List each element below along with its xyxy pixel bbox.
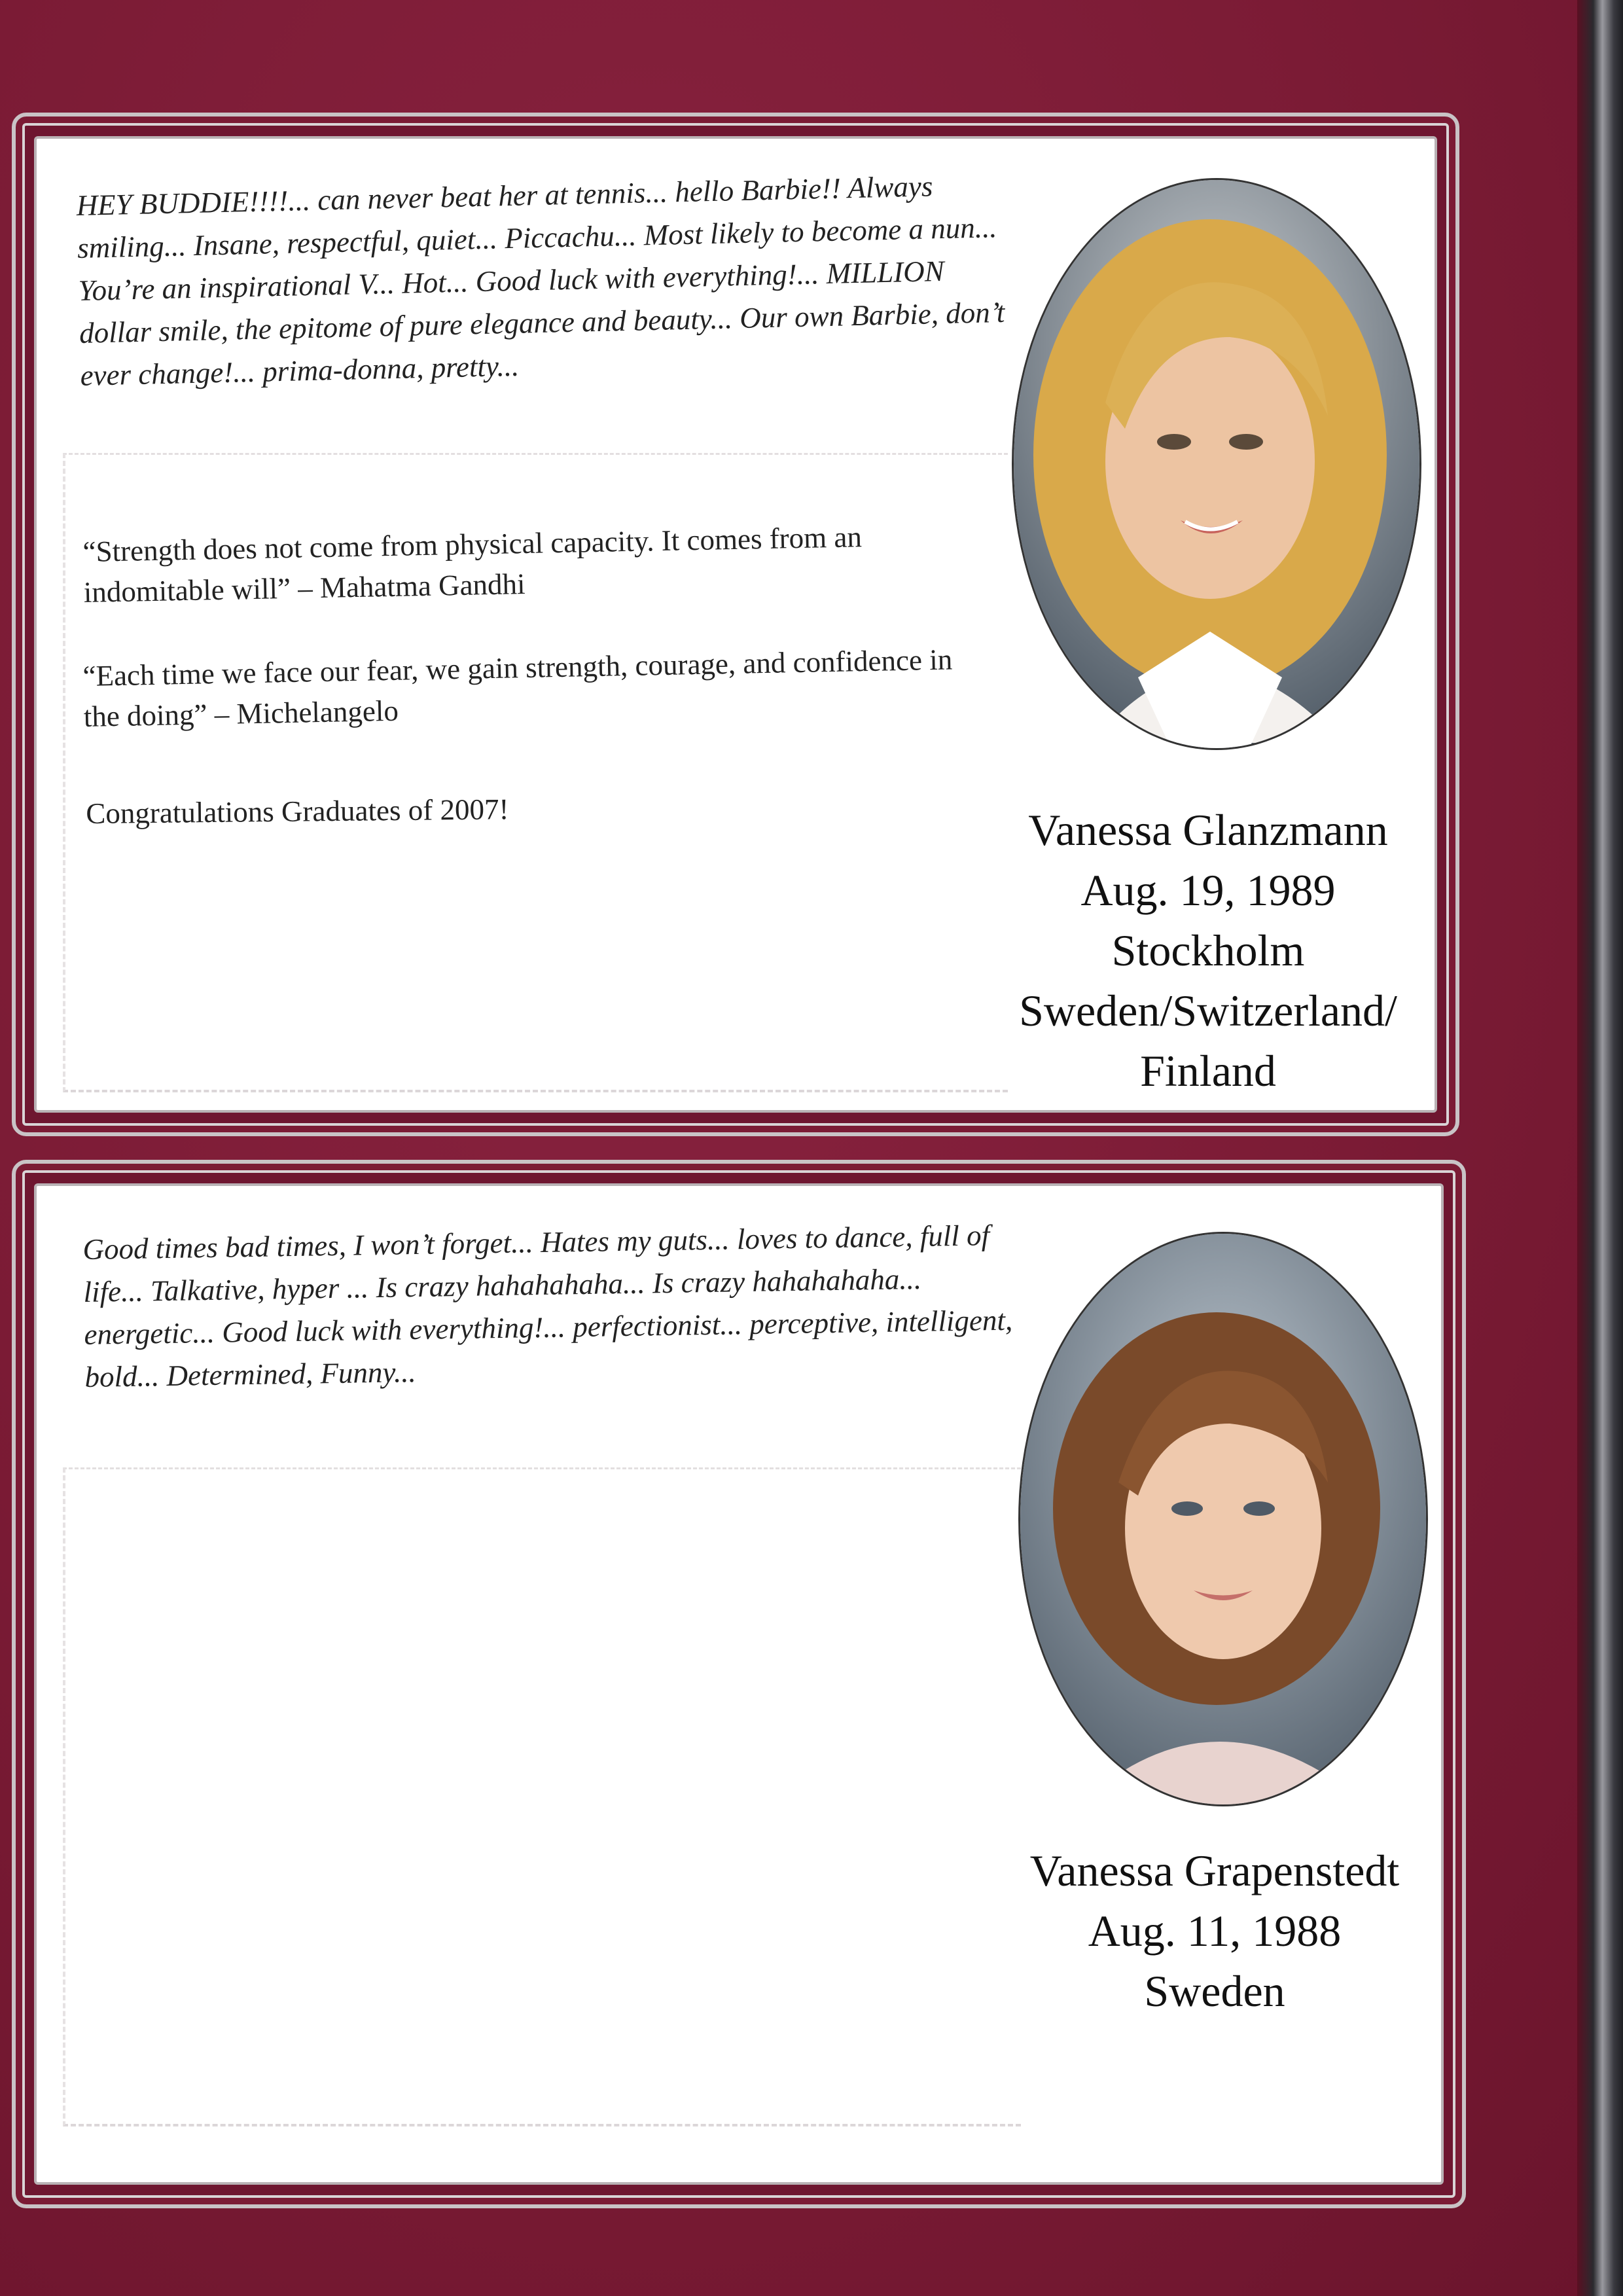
student-info — [979, 800, 1437, 1101]
student-card-panel — [34, 136, 1437, 1113]
student-card-panel — [34, 1183, 1444, 2185]
student-info — [986, 1840, 1444, 2021]
student-nationality: Sweden/Switzerland/ — [1019, 986, 1397, 1035]
student-birthdate: Aug. 19, 1989 — [1080, 865, 1336, 915]
quote-gandhi: “Strength does not come from physical capacity. It comes from an indomitable will” – Mahatma Gandhi — [82, 520, 863, 609]
student-card-grapenstedt — [12, 1160, 1466, 2208]
portrait-blonde-image — [1014, 180, 1419, 748]
student-birthdate: Aug. 11, 1988 — [1088, 1906, 1342, 1956]
student-card-glanzmann — [12, 113, 1459, 1136]
student-name: Vanessa Glanzmann — [1028, 805, 1388, 855]
student-portrait-photo — [1018, 1232, 1428, 1806]
student-country: Sweden — [1144, 1966, 1285, 2016]
student-nationality-continued: Finland — [1140, 1046, 1276, 1096]
quote-michelangelo: “Each time we face our fear, we gain strength, courage, and confidence in the doing” – Michelangelo — [82, 643, 953, 733]
student-portrait-photo — [1012, 178, 1421, 750]
portrait-brunette-image — [1020, 1234, 1426, 1804]
book-spine — [1577, 0, 1623, 2296]
student-comments: HEY BUDDIE!!!!... can never beat her at tennis... hello Barbie!! Always smiling... Insane, respectful, quiet... Piccachu... Most likely to become a nun... You’re an inspirational V... Hot... Good luck with everything!... MILLION dollar smile, the epitome of pure elegance and beauty... Our own Barbie, don’t ever change!... prima-donna, pretty... — [76, 170, 1005, 392]
student-birthplace: Stockholm — [1111, 925, 1305, 975]
student-name: Vanessa Grapenstedt — [1029, 1846, 1400, 1895]
student-comments: Good times bad times, I won’t forget... Hates my guts... loves to dance, full of life... Talkative, hyper ... Is crazy hahahahaha... Is crazy hahahahaha... energetic... Good luck with everything!... perfectionist... perceptive, intelligent, bold... Determined, Funny... — [82, 1219, 1013, 1393]
congratulations-text: Congratulations Graduates of 2007! — [86, 793, 509, 830]
torn-note-paper — [63, 1467, 1021, 2126]
